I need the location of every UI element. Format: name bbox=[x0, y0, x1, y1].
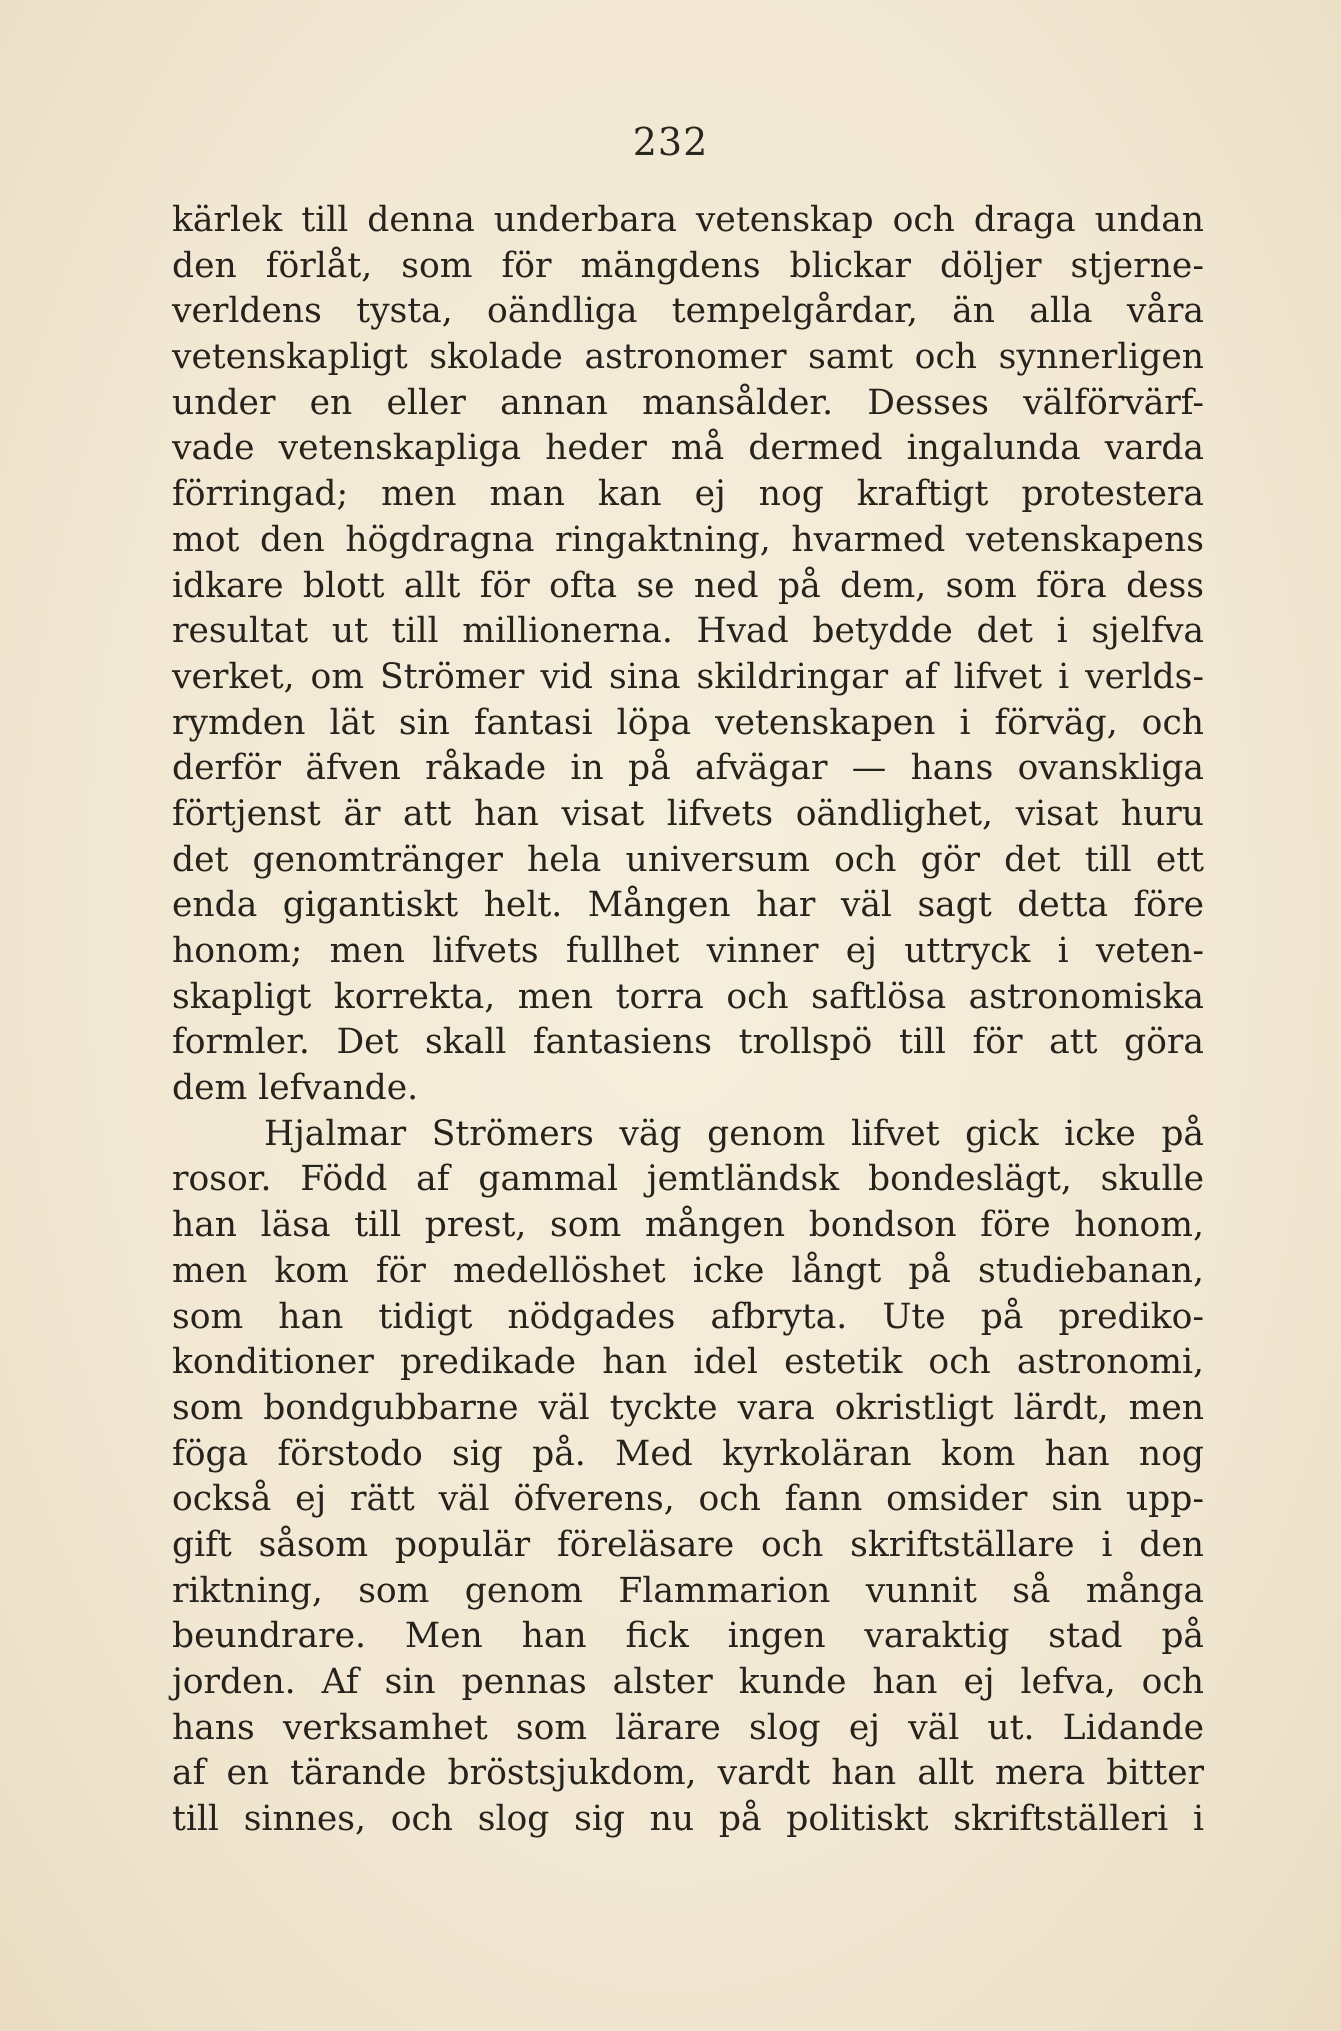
text-line: enda gigantiskt helt. Mången har väl sagt detta före bbox=[172, 885, 1204, 926]
text-line: förtjenst är att han visat lifvets oändlighet, visat huru bbox=[172, 793, 1204, 834]
text-line: vade vetenskapliga heder må dermed ingalunda varda bbox=[172, 428, 1204, 469]
text-line: dem lefvande. bbox=[172, 1068, 419, 1109]
text-line: också ej rätt väl öfverens, och fann omsider sin upp- bbox=[172, 1479, 1204, 1520]
text-line: af en tärande bröstsjukdom, vardt han allt mera bitter bbox=[172, 1753, 1204, 1794]
text-line: idkare blott allt för ofta se ned på dem, som föra dess bbox=[172, 565, 1204, 606]
text-line: verldens tysta, oändliga tempelgårdar, än alla våra bbox=[172, 291, 1204, 332]
text-line: den förlåt, som för mängdens blickar döljer stjerne- bbox=[172, 245, 1204, 286]
text-line: mot den högdragna ringaktning, hvarmed vetenskapens bbox=[172, 519, 1204, 560]
body-text bbox=[172, 198, 1204, 1843]
text-line: men kom för medellöshet icke långt på studiebanan, bbox=[172, 1250, 1204, 1291]
text-line: skapligt korrekta, men torra och saftlösa astronomiska bbox=[172, 976, 1204, 1017]
text-line: till sinnes, och slog sig nu på politiskt skriftställeri i bbox=[172, 1799, 1204, 1840]
text-line: honom; men lifvets fullhet vinner ej uttryck i veten- bbox=[172, 931, 1204, 971]
text-line: riktning, som genom Flammarion vunnit så många bbox=[172, 1570, 1204, 1611]
text-line: under en eller annan mansålder. Desses välförvärf- bbox=[172, 382, 1204, 423]
text-line: som bondgubbarne väl tyckte vara okristligt lärdt, men bbox=[172, 1387, 1204, 1428]
text-line: gift såsom populär föreläsare och skriftställare i den bbox=[172, 1524, 1204, 1565]
text-line: hans verksamhet som lärare slog ej väl ut. Lidande bbox=[172, 1707, 1204, 1748]
text-line: konditioner predikade han idel estetik och astronomi, bbox=[172, 1342, 1204, 1383]
text-line: Hjalmar Strömers väg genom lifvet gick icke på bbox=[264, 1113, 1204, 1154]
text-line: resultat ut till millionerna. Hvad betydde det i sjelfva bbox=[172, 611, 1204, 652]
text-line: jorden. Af sin pennas alster kunde han ej lefva, och bbox=[172, 1662, 1204, 1702]
text-line: som han tidigt nödgades afbryta. Ute på prediko- bbox=[172, 1296, 1204, 1337]
text-line: han läsa till prest, som mången bondson före honom, bbox=[172, 1205, 1204, 1246]
text-line: det genomtränger hela universum och gör det till ett bbox=[172, 839, 1204, 880]
text-line: vetenskapligt skolade astronomer samt och synnerligen bbox=[172, 337, 1204, 378]
text-line: föga förstodo sig på. Med kyrkoläran kom han nog bbox=[172, 1433, 1204, 1474]
text-line: derför äfven råkade in på afvägar — hans ovanskliga bbox=[172, 748, 1204, 789]
text-line: rymden lät sin fantasi löpa vetenskapen i förväg, och bbox=[172, 702, 1204, 743]
text-line: verket, om Strömer vid sina skildringar af lifvet i verlds- bbox=[172, 656, 1204, 697]
text-line: rosor. Född af gammal jemtländsk bondeslägt, skulle bbox=[172, 1159, 1204, 1200]
text-line: beundrare. Men han fick ingen varaktig stad på bbox=[172, 1616, 1204, 1657]
text-line: förringad; men man kan ej nog kraftigt protestera bbox=[172, 474, 1204, 515]
text-line: kärlek till denna underbara vetenskap och draga undan bbox=[172, 200, 1204, 240]
text-line: formler. Det skall fantasiens trollspö till för att göra bbox=[172, 1022, 1204, 1063]
page-number: 232 bbox=[632, 120, 709, 164]
